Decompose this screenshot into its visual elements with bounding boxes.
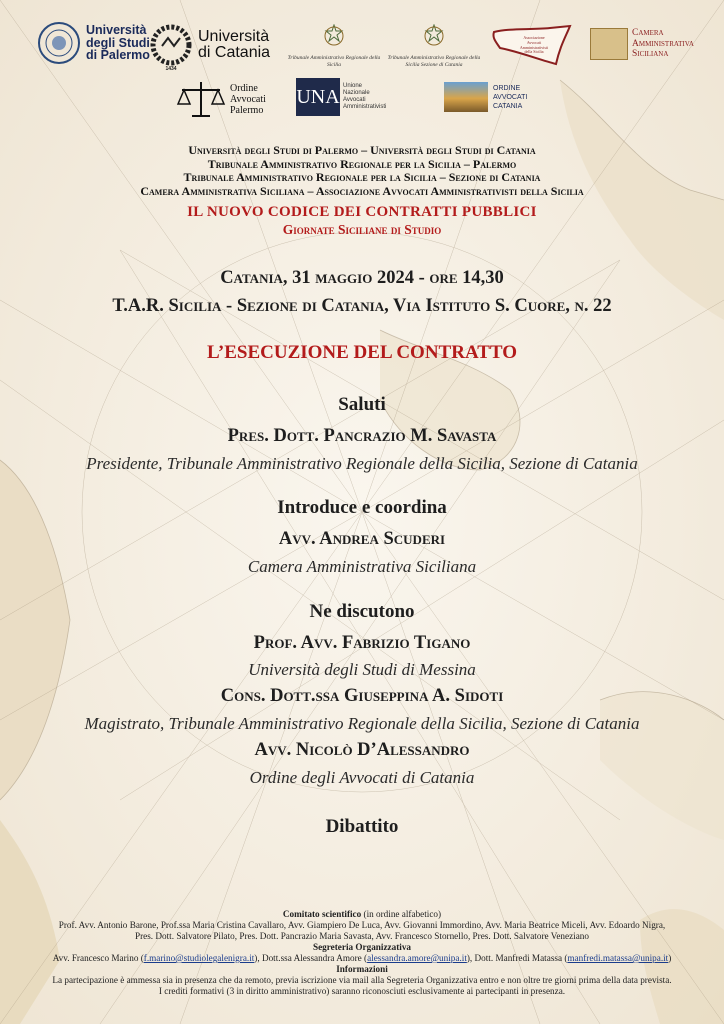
tar-palermo-logo bbox=[284, 24, 384, 68]
debate-heading: Dibattito bbox=[325, 816, 399, 837]
tar-catania-text: Tribunale Amministrativo Regionale della Sicilia Sezione di Catania bbox=[387, 55, 481, 68]
unipa-line2: degli Studi bbox=[86, 35, 150, 50]
unict-line1: Università bbox=[198, 28, 270, 45]
organizers bbox=[0, 144, 724, 198]
una-line1: Unione bbox=[343, 83, 363, 89]
unipa-line1: Università bbox=[86, 23, 147, 38]
oac-logo bbox=[444, 82, 527, 112]
session-title: L’ESECUZIONE DEL CONTRATTO bbox=[206, 342, 518, 363]
email-link[interactable]: f.marino@studiolegalenigra.it bbox=[143, 953, 255, 963]
aaas-logo bbox=[490, 24, 574, 68]
committee-members: Prof. Avv. Antonio Barone, Prof.ssa Maria Cristina Cavallaro, Avv. Giampiero De Luca, Avv. Giovanni Immordino, Avv. Maria Beatrice Miceli, Avv. Edoardo Nigra, bbox=[58, 920, 666, 930]
info-text: La partecipazione è ammessa sia in presenza che da remoto, previa iscrizione via mail alla Segreteria Organizzativa entro e non oltre tre giorni prima della data prevista. bbox=[52, 975, 672, 985]
scales-of-justice-icon bbox=[176, 78, 226, 120]
unipa-seal-icon bbox=[38, 22, 80, 64]
moderator-role: Camera Amministrativa Siciliana bbox=[247, 557, 477, 576]
panel-speaker: Prof. Avv. Fabrizio Tigano bbox=[253, 633, 471, 653]
committee-note: (in ordine alfabetico) bbox=[363, 909, 442, 919]
una-line3: Avvocati bbox=[343, 97, 366, 103]
organizer-line: Camera Amministrativa Siciliana – Associazione Avvocati Amministrativisti della Sicilia bbox=[140, 183, 584, 198]
unict-year: 1434 bbox=[165, 66, 177, 72]
panel-speaker-role: Ordine degli Avvocati di Catania bbox=[249, 768, 475, 787]
oap-logo bbox=[176, 78, 266, 120]
organizer-line: Università degli Studi di Palermo – Università degli Studi di Catania bbox=[188, 143, 536, 157]
secretariat-contacts: Avv. Francesco Marino (f.marino@studiolegalenigra.it), Dott.ssa Alessandra Amore (alessandra.amore@unipa.it), Dott. Manfredi Matassa (manfredi.matassa@unipa.it) bbox=[52, 953, 672, 963]
event-subtitle: Giornate Siciliane di Studio bbox=[282, 222, 442, 237]
event-title: IL NUOVO CODICE DEI CONTRATTI PUBBLICI bbox=[187, 204, 537, 220]
organizer-line: Tribunale Amministrativo Regionale per la Sicilia – Palermo bbox=[207, 156, 517, 171]
panel-speaker-role: Magistrato, Tribunale Amministrativo Regionale della Sicilia, Sezione di Catania bbox=[84, 714, 640, 733]
panel-heading: Ne discutono bbox=[309, 601, 415, 622]
oac-line3: CATANIA bbox=[493, 102, 523, 110]
una-line4: Amministrativisti bbox=[343, 104, 387, 110]
oap-line1: Ordine bbox=[230, 82, 258, 94]
panel-speaker: Avv. Nicolò D’Alessandro bbox=[254, 740, 470, 760]
event-date: Catania, 31 maggio 2024 - ore 14,30 bbox=[220, 268, 504, 288]
aaas-text: Associazione Avvocati Amministrativisti della Sicilia bbox=[519, 35, 549, 55]
moderator-heading: Introduce e coordina bbox=[277, 497, 447, 518]
secretariat-heading: Segreteria Organizzativa bbox=[312, 942, 412, 952]
oac-line1: ORDINE bbox=[493, 84, 521, 92]
cas-logo bbox=[590, 28, 694, 60]
catania-view-icon bbox=[444, 82, 488, 112]
committee-heading: Comitato scientifico bbox=[282, 909, 362, 919]
event-venue: T.A.R. Sicilia - Sezione di Catania, Via Istituto S. Cuore, n. 22 bbox=[112, 296, 612, 316]
greetings-role: Presidente, Tribunale Amministrativo Regionale della Sicilia, Sezione di Catania bbox=[86, 454, 638, 473]
greetings-speaker: Pres. Dott. Pancrazio M. Savasta bbox=[227, 426, 497, 446]
oac-line2: AVVOCATI bbox=[493, 93, 528, 101]
una-mark: UNA bbox=[296, 78, 340, 116]
tar-palermo-text: Tribunale Amministrativo Regionale della Sicilia bbox=[287, 55, 381, 68]
oap-line2: Avvocati bbox=[230, 93, 266, 105]
greetings-heading: Saluti bbox=[338, 394, 386, 415]
info-heading: Informazioni bbox=[336, 964, 388, 974]
panel-speaker-role: Università degli Studi di Messina bbox=[248, 660, 476, 679]
email-link[interactable]: alessandra.amore@unipa.it bbox=[367, 953, 467, 963]
unict-seal-icon bbox=[150, 24, 192, 72]
info-text: I crediti formativi (3 in diritto amministrativo) saranno riconosciuti esclusivamente ai partecipanti in presenza. bbox=[158, 986, 566, 996]
organizer-line: Tribunale Amministrativo Regionale per la Sicilia – Sezione di Catania bbox=[183, 170, 541, 184]
unipa-logo bbox=[38, 22, 150, 64]
unipa-line3: di Palermo bbox=[86, 48, 150, 63]
oap-line3: Palermo bbox=[230, 104, 264, 116]
panel-speaker: Cons. Dott.ssa Giuseppina A. Sidoti bbox=[220, 686, 504, 706]
unict-line2: di Catania bbox=[198, 44, 271, 61]
unict-logo bbox=[150, 24, 271, 72]
moderator-speaker: Avv. Andrea Scuderi bbox=[278, 529, 446, 549]
cas-line2: Amministrativa bbox=[632, 38, 694, 49]
una-line2: Nazionale bbox=[343, 90, 370, 96]
committee-members: Pres. Dott. Salvatore Pilato, Pres. Dott. Pancrazio Maria Savasta, Avv. Francesco Stornello, Pres. Dott. Salvatore Veneziano bbox=[134, 931, 589, 941]
email-link[interactable]: manfredi.matassa@unipa.it bbox=[567, 953, 669, 963]
tar-catania-logo bbox=[384, 24, 484, 68]
republic-emblem-icon bbox=[323, 24, 345, 53]
cas-line1: Camera bbox=[632, 28, 664, 39]
republic-emblem-icon bbox=[423, 24, 445, 53]
cas-emblem-icon bbox=[590, 28, 628, 60]
cas-line3: Siciliana bbox=[632, 49, 669, 60]
una-logo bbox=[296, 78, 386, 116]
footer bbox=[8, 909, 716, 997]
